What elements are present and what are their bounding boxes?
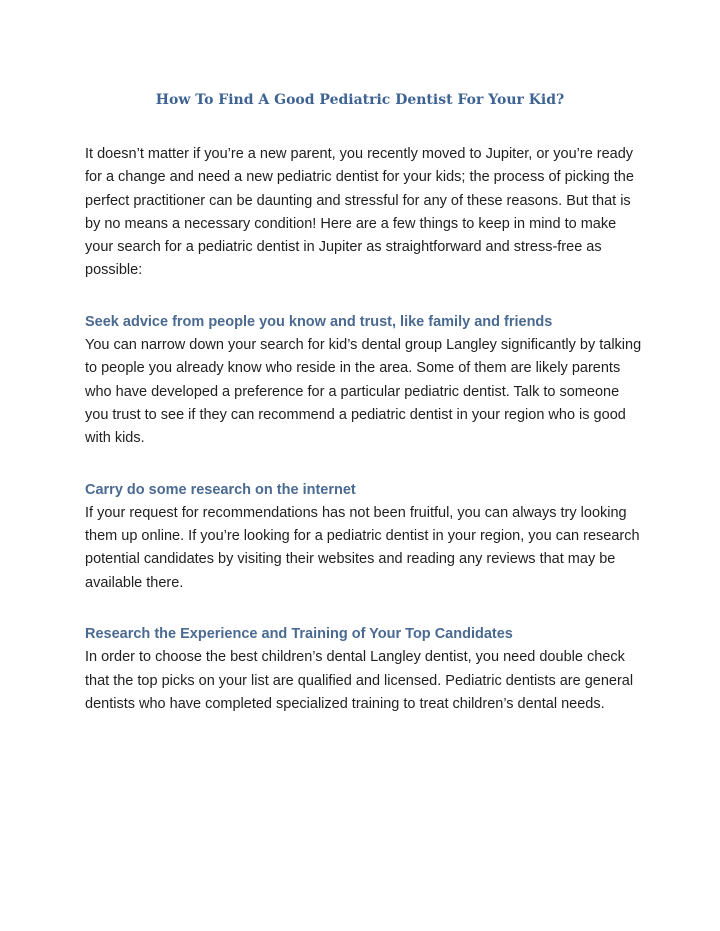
section-body: In order to choose the best children’s dental Langley dentist, you need double check that the top picks on your list are qualified and licensed. Pediatric dentists are general dentists who have completed specialized training to treat children’s dental needs. [85, 649, 634, 712]
document-title: How To Find A Good Pediatric Dentist For Your Kid? [155, 92, 565, 108]
section-internet-research [85, 479, 645, 595]
section-heading: Research the Experience and Training of Your Top Candidates [85, 626, 513, 643]
section-seek-advice [85, 311, 645, 451]
section-body: If your request for recommendations has not been fruitful, you can always try looking them up online. If you’re looking for a pediatric dentist in your region, you can research potential candidates by visiting their websites and reading any reviews that may be available there. [85, 504, 640, 591]
section-body: You can narrow down your search for kid’s dental group Langley significantly by talking to people you already know who reside in the area. Some of them are likely parents who have developed a preference for a particular pediatric dentist. Talk to someone you trust to see if they can recommend a pediatric dentist in your region who is good with kids. [85, 337, 642, 447]
section-heading: Carry do some research on the internet [85, 481, 356, 498]
section-heading: Seek advice from people you know and trust, like family and friends [85, 313, 553, 330]
section-experience-training [85, 623, 645, 716]
document-content [85, 143, 645, 744]
intro-paragraph: It doesn’t matter if you’re a new parent, you recently moved to Jupiter, or you’re ready for a change and need a new pediatric dentist for your kids; the process of picking the perfect practitioner can be daunting and stressful for any of these reasons. But that is by no means a necessary condition! Here are a few things to keep in mind to make your search for a pediatric dentist in Jupiter as straightforward and stress-free as possible: [85, 146, 634, 279]
